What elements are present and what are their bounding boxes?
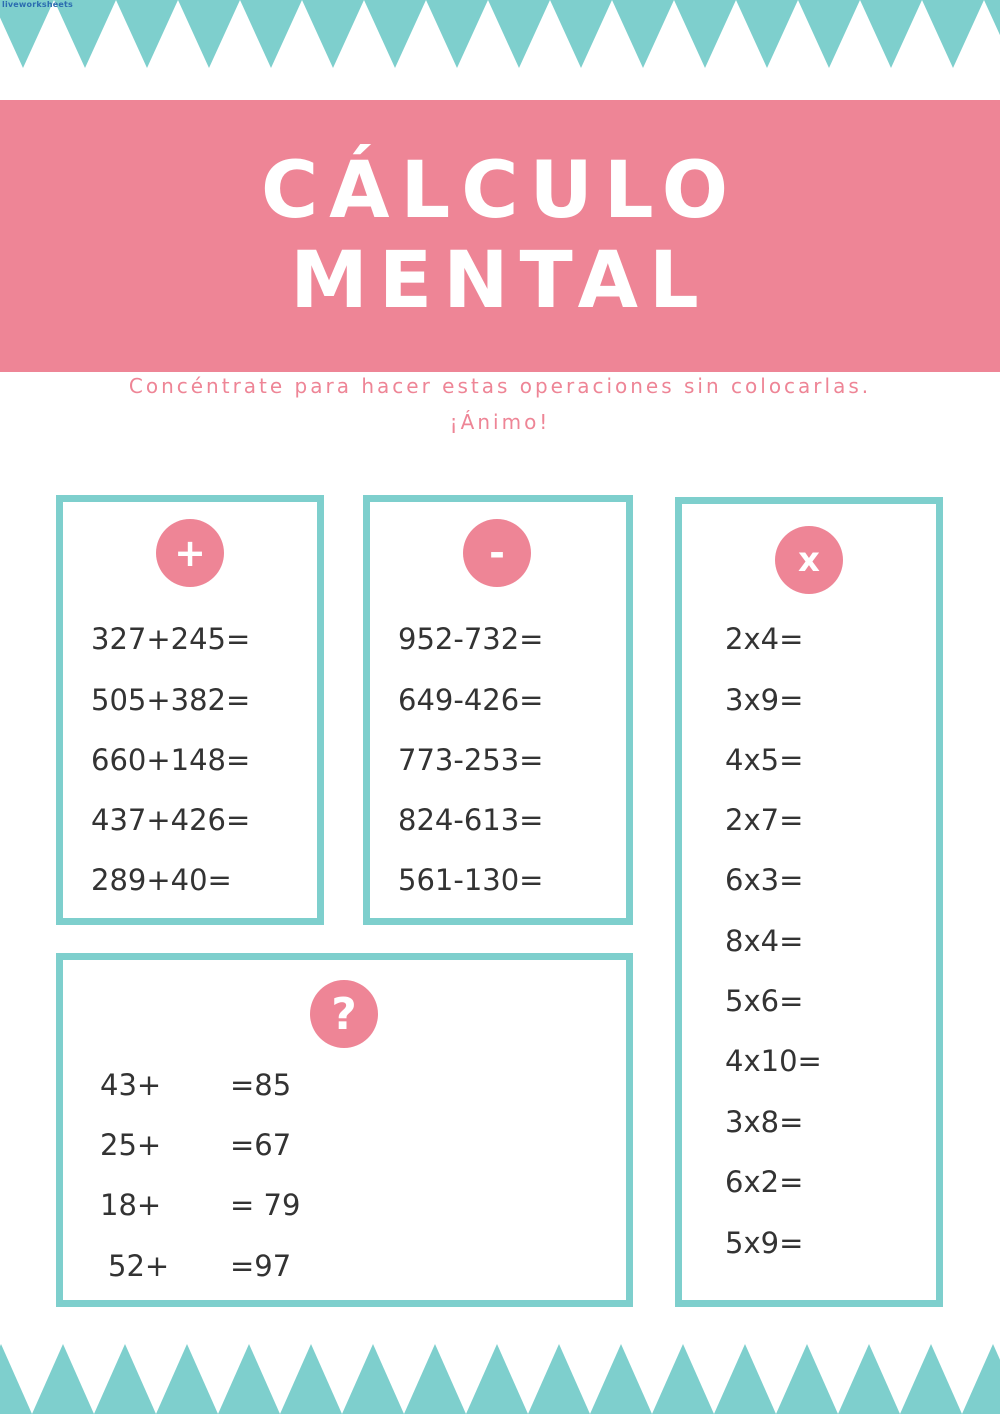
zigzag-triangle [984,0,1000,68]
zigzag-triangle [528,1344,590,1414]
zigzag-triangle [156,1344,218,1414]
addition-item: 289+40= [91,863,232,897]
zigzag-triangle [776,1344,838,1414]
zigzag-triangle [178,0,240,68]
zigzag-triangle [54,0,116,68]
watermark-logo: liveworksheets [2,0,73,9]
zigzag-triangle [302,0,364,68]
missing-row-left: 18+ [100,1188,162,1222]
multiplication-item: 5x6= [725,984,804,1018]
missing-row-right: =97 [230,1249,292,1283]
zigzag-triangle [590,1344,652,1414]
addition-item: 437+426= [91,803,251,837]
multiply-icon: x [775,526,843,594]
zigzag-triangle [218,1344,280,1414]
subtraction-item: 773-253= [398,743,544,777]
multiplication-box [675,497,943,1307]
zigzag-triangle [0,1344,32,1414]
multiplication-item: 2x7= [725,803,804,837]
multiplication-item: 6x2= [725,1165,804,1199]
addition-item: 327+245= [91,622,251,656]
zigzag-triangle [488,0,550,68]
missing-row-right: =85 [230,1068,292,1102]
zigzag-triangle [342,1344,404,1414]
subtraction-item: 952-732= [398,622,544,656]
plus-icon: + [156,519,224,587]
bottom-zigzag-border [0,1344,1000,1414]
missing-row-left: 25+ [100,1128,162,1162]
multiplication-item: 3x9= [725,683,804,717]
multiplication-item: 8x4= [725,924,804,958]
zigzag-triangle [674,0,736,68]
zigzag-triangle [798,0,860,68]
multiplication-item: 3x8= [725,1105,804,1139]
zigzag-triangle [736,0,798,68]
zigzag-triangle [714,1344,776,1414]
page-title-line-1: CÁLCULO [260,146,740,236]
zigzag-triangle [900,1344,962,1414]
multiplication-item: 4x10= [725,1044,822,1078]
addition-item: 505+382= [91,683,251,717]
zigzag-triangle [652,1344,714,1414]
zigzag-triangle [426,0,488,68]
zigzag-triangle [116,0,178,68]
missing-row-left: 43+ [100,1068,162,1102]
zigzag-triangle [240,0,302,68]
zigzag-triangle [550,0,612,68]
missing-row-right: = 79 [230,1188,301,1222]
zigzag-triangle [612,0,674,68]
missing-row-right: =67 [230,1128,292,1162]
instructions-line-1: Concéntrate para hacer estas operaciones sin colocarlas. [128,374,872,398]
zigzag-triangle [94,1344,156,1414]
multiplication-item: 2x4= [725,622,804,656]
zigzag-triangle [404,1344,466,1414]
zigzag-triangle [0,0,54,68]
multiplication-item: 6x3= [725,863,804,897]
zigzag-triangle [32,1344,94,1414]
top-zigzag-border [0,0,1000,70]
zigzag-triangle [280,1344,342,1414]
question-icon: ? [310,980,378,1048]
multiplication-item: 4x5= [725,743,804,777]
zigzag-triangle [860,0,922,68]
zigzag-triangle [838,1344,900,1414]
zigzag-triangle [466,1344,528,1414]
subtraction-item: 649-426= [398,683,544,717]
zigzag-triangle [364,0,426,68]
page-title-line-2: MENTAL [290,236,710,326]
instructions-line-2: ¡Ánimo! [449,410,551,434]
addition-item: 660+148= [91,743,251,777]
subtraction-item: 561-130= [398,863,544,897]
zigzag-triangle [962,1344,1000,1414]
minus-icon: - [463,519,531,587]
zigzag-triangle [922,0,984,68]
multiplication-item: 5x9= [725,1226,804,1260]
missing-row-left: 52+ [108,1249,170,1283]
subtraction-item: 824-613= [398,803,544,837]
